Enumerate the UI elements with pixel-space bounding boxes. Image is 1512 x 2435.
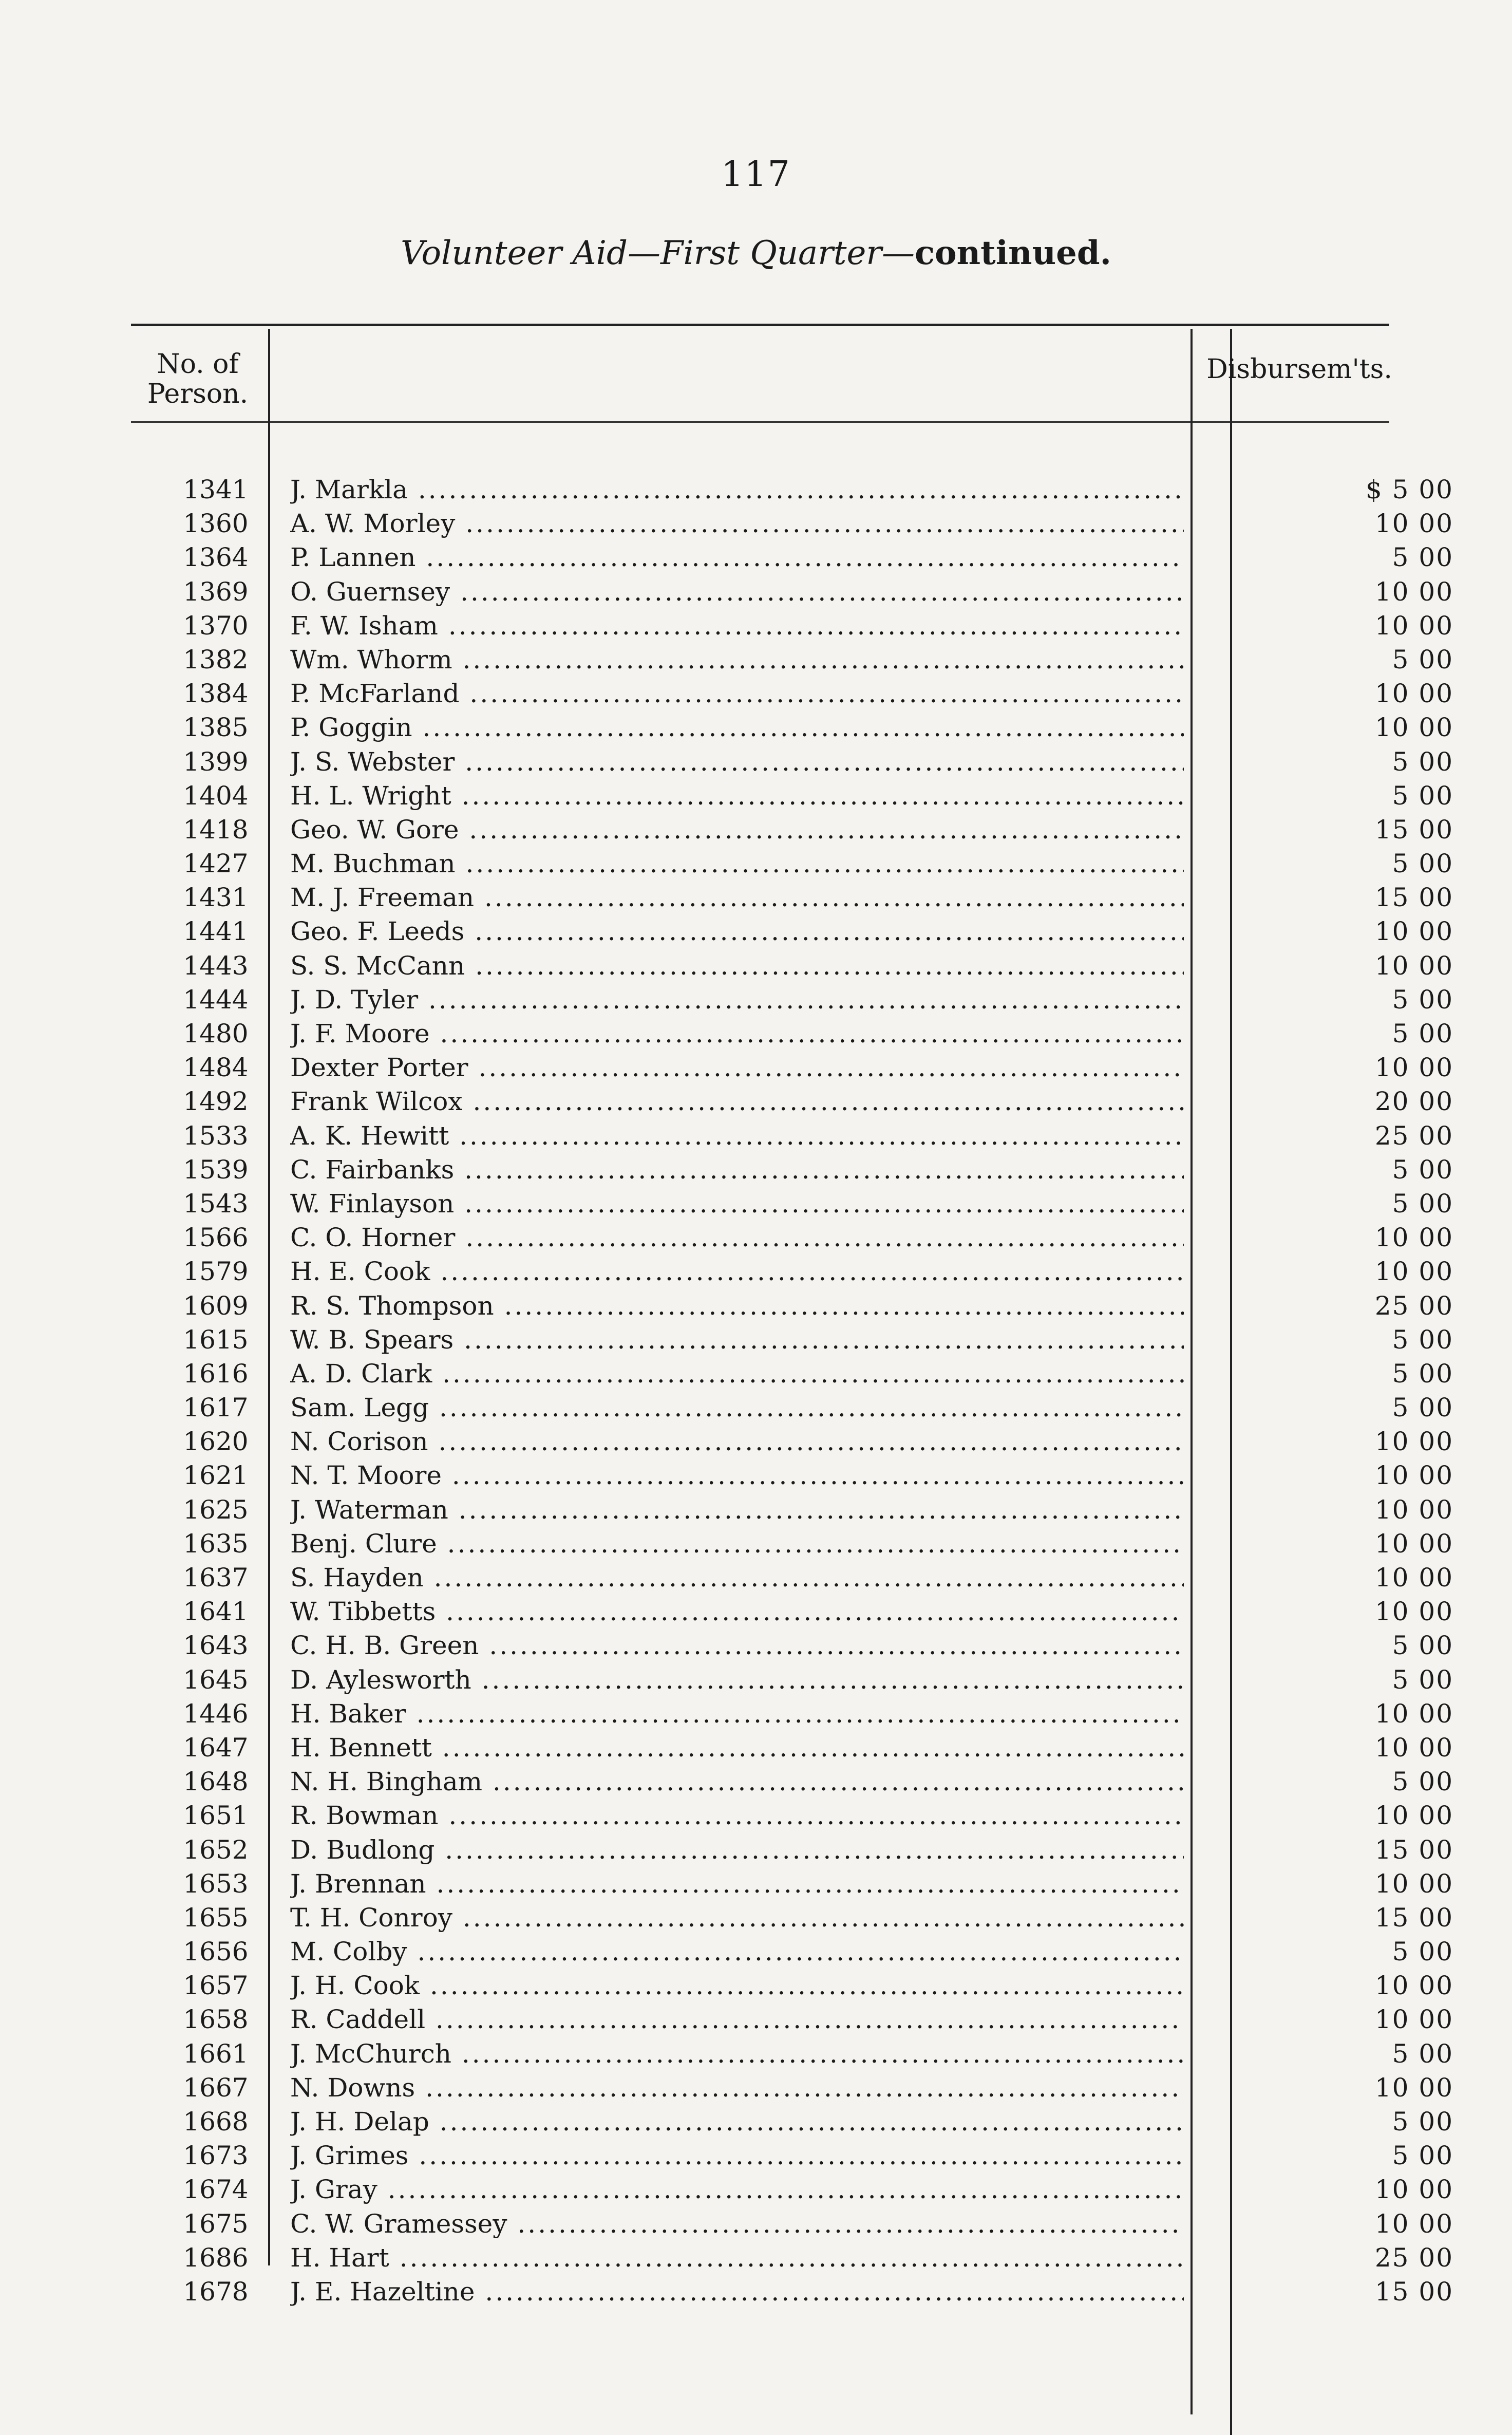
column-header-no-line1: No. of xyxy=(157,349,239,380)
table-row xyxy=(0,745,1512,779)
disbursement-amount: 10 00 xyxy=(1374,1223,1453,1253)
person-number: 1566 xyxy=(183,1223,249,1253)
person-name: A. D. Clark ..... xyxy=(290,1357,1184,1391)
person-name: A. K. Hewitt ..... xyxy=(290,1119,1184,1153)
person-number: 1369 xyxy=(183,576,249,607)
person-name: Geo. F. Leeds ..... xyxy=(290,914,1184,948)
person-name: H. Hart ..... xyxy=(290,2241,1184,2275)
disbursement-amount: 10 00 xyxy=(1374,2005,1453,2035)
person-number: 1427 xyxy=(183,849,249,879)
person-number: 1399 xyxy=(183,746,249,777)
person-number: 1384 xyxy=(183,679,249,709)
disbursement-amount: 5 00 xyxy=(1392,2141,1453,2171)
header-rule xyxy=(131,421,1389,423)
person-number: 1668 xyxy=(183,2107,249,2137)
disbursement-amount: 10 00 xyxy=(1374,2175,1453,2205)
disbursement-amount: 15 00 xyxy=(1374,1834,1453,1865)
disbursement-amount: 5 00 xyxy=(1392,1393,1453,1423)
disbursement-amount: 10 00 xyxy=(1374,1427,1453,1457)
person-name: T. H. Conroy ..... xyxy=(290,1901,1184,1935)
disbursement-amount: 5 00 xyxy=(1392,1937,1453,1967)
person-number: 1652 xyxy=(183,1834,249,1865)
table-row xyxy=(0,643,1512,677)
person-name: N. Corison ..... xyxy=(290,1425,1184,1458)
person-name: M. J. Freeman ..... xyxy=(290,881,1184,914)
person-name: J. Gray ..... xyxy=(290,2172,1184,2206)
table-row xyxy=(0,1119,1512,1153)
table-row xyxy=(0,2105,1512,2139)
table-row xyxy=(0,1357,1512,1391)
table-row xyxy=(0,2241,1512,2275)
disbursement-amount: 10 00 xyxy=(1374,916,1453,947)
top-rule xyxy=(131,324,1389,326)
person-name: P. McFarland ..... xyxy=(290,677,1184,710)
disbursement-amount: 15 00 xyxy=(1374,814,1453,845)
disbursement-amount: 10 00 xyxy=(1374,1597,1453,1627)
disbursement-amount: 5 00 xyxy=(1392,1767,1453,1797)
person-name: J. D. Tyler ..... xyxy=(290,983,1184,1017)
table-row xyxy=(0,1833,1512,1867)
person-name: P. Lannen ..... xyxy=(290,540,1184,574)
disbursement-amount: 15 00 xyxy=(1374,883,1453,913)
person-name: J. F. Moore ..... xyxy=(290,1017,1184,1051)
table-row xyxy=(0,575,1512,609)
person-number: 1637 xyxy=(183,1563,249,1593)
disbursement-amount: $ 5 00 xyxy=(1365,475,1453,504)
person-number: 1370 xyxy=(183,610,249,641)
person-name: J. H. Cook ..... xyxy=(290,1969,1184,2002)
person-number: 1444 xyxy=(183,984,249,1015)
table-row xyxy=(0,1221,1512,1254)
person-name: N. Downs ..... xyxy=(290,2071,1184,2105)
table-row xyxy=(0,2207,1512,2241)
disbursement-amount: 10 00 xyxy=(1374,509,1453,539)
table-row xyxy=(0,1527,1512,1561)
disbursement-amount: 25 00 xyxy=(1374,1120,1453,1151)
table-row xyxy=(0,1017,1512,1051)
person-name: C. O. Horner ..... xyxy=(290,1221,1184,1254)
disbursement-amount: 5 00 xyxy=(1392,746,1453,777)
table-row xyxy=(0,1323,1512,1357)
table-row xyxy=(0,779,1512,813)
table-row xyxy=(0,1935,1512,1969)
disbursement-amount: 5 00 xyxy=(1392,1631,1453,1661)
table-row xyxy=(0,1187,1512,1221)
person-name: Benj. Clure ..... xyxy=(290,1527,1184,1561)
table-row xyxy=(0,2139,1512,2172)
person-number: 1492 xyxy=(183,1087,249,1117)
person-number: 1648 xyxy=(183,1767,249,1797)
table-row xyxy=(0,1867,1512,1901)
person-number: 1656 xyxy=(183,1937,249,1967)
person-number: 1667 xyxy=(183,2072,249,2103)
person-name: Geo. W. Gore ..... xyxy=(290,813,1184,847)
person-number: 1651 xyxy=(183,1801,249,1831)
person-name: S. S. McCann ..... xyxy=(290,949,1184,983)
disbursement-amount: 5 00 xyxy=(1392,2107,1453,2137)
disbursement-amount: 20 00 xyxy=(1374,1087,1453,1117)
person-name: N. T. Moore ..... xyxy=(290,1458,1184,1492)
person-number: 1621 xyxy=(183,1460,249,1491)
person-name: M. Colby ..... xyxy=(290,1935,1184,1969)
table-row xyxy=(0,2275,1512,2309)
person-number: 1431 xyxy=(183,883,249,913)
person-name: J. Waterman ..... xyxy=(290,1493,1184,1527)
disbursement-amount: 5 00 xyxy=(1392,644,1453,675)
table-row xyxy=(0,1595,1512,1628)
person-name: R. S. Thompson ..... xyxy=(290,1289,1184,1323)
person-number: 1653 xyxy=(183,1868,249,1899)
heading-title: Volunteer Aid—First Quarter— xyxy=(401,234,915,272)
person-number: 1609 xyxy=(183,1290,249,1321)
person-name: A. W. Morley ..... xyxy=(290,507,1184,540)
person-name: M. Buchman ..... xyxy=(290,847,1184,881)
column-header-disbursements: Disbursem'ts. xyxy=(1206,354,1392,385)
person-name: J. E. Hazeltine ..... xyxy=(290,2275,1184,2309)
table-row xyxy=(0,983,1512,1017)
person-number: 1655 xyxy=(183,1902,249,1933)
person-name: O. Guernsey ..... xyxy=(290,575,1184,609)
person-name: J. H. Delap ..... xyxy=(290,2105,1184,2139)
table-row xyxy=(0,1254,1512,1288)
disbursement-amount: 10 00 xyxy=(1374,1971,1453,2001)
disbursement-amount: 5 00 xyxy=(1392,1324,1453,1355)
table-row xyxy=(0,1969,1512,2002)
person-name: H. E. Cook ..... xyxy=(290,1254,1184,1288)
person-name: Frank Wilcox ..... xyxy=(290,1084,1184,1118)
table-row xyxy=(0,1561,1512,1595)
table-row xyxy=(0,1289,1512,1323)
disbursement-amount: 10 00 xyxy=(1374,950,1453,981)
disbursement-amount: 10 00 xyxy=(1374,576,1453,607)
person-name: H. Baker ..... xyxy=(290,1697,1184,1731)
disbursement-amount: 5 00 xyxy=(1392,1188,1453,1219)
disbursement-amount: 5 00 xyxy=(1392,542,1453,573)
person-name: C. W. Gramessey ..... xyxy=(290,2207,1184,2241)
person-number: 1643 xyxy=(183,1631,249,1661)
table-row xyxy=(0,2071,1512,2105)
person-number: 1579 xyxy=(183,1257,249,1287)
person-name: Dexter Porter ..... xyxy=(290,1051,1184,1084)
person-number: 1635 xyxy=(183,1528,249,1559)
person-number: 1446 xyxy=(183,1698,249,1729)
disbursement-amount: 5 00 xyxy=(1392,849,1453,879)
disbursement-amount: 10 00 xyxy=(1374,1801,1453,1831)
table-row xyxy=(0,540,1512,574)
person-name: P. Goggin ..... xyxy=(290,710,1184,744)
disbursement-amount: 5 00 xyxy=(1392,984,1453,1015)
person-number: 1533 xyxy=(183,1120,249,1151)
table-row xyxy=(0,1153,1512,1187)
disbursement-amount: 10 00 xyxy=(1374,2208,1453,2239)
person-number: 1617 xyxy=(183,1393,249,1423)
person-number: 1661 xyxy=(183,2038,249,2069)
person-number: 1620 xyxy=(183,1427,249,1457)
table-row xyxy=(0,1084,1512,1118)
person-name: S. Hayden ..... xyxy=(290,1561,1184,1595)
person-number: 1443 xyxy=(183,950,249,981)
disbursement-amount: 10 00 xyxy=(1374,1563,1453,1593)
table-row xyxy=(0,1765,1512,1799)
disbursement-amount: 10 00 xyxy=(1374,1528,1453,1559)
person-number: 1674 xyxy=(183,2175,249,2205)
person-number: 1615 xyxy=(183,1324,249,1355)
table-row xyxy=(0,1731,1512,1765)
person-name: J. Markla ..... xyxy=(290,473,1184,507)
person-number: 1341 xyxy=(183,475,249,504)
person-number: 1418 xyxy=(183,814,249,845)
disbursement-amount: 10 00 xyxy=(1374,1257,1453,1287)
person-name: R. Caddell ..... xyxy=(290,2002,1184,2036)
column-header-person-number xyxy=(131,349,264,409)
table-row xyxy=(0,1663,1512,1697)
disbursement-amount: 5 00 xyxy=(1392,780,1453,811)
disbursement-amount: 10 00 xyxy=(1374,2072,1453,2103)
person-name: R. Bowman ..... xyxy=(290,1799,1184,1832)
person-number: 1385 xyxy=(183,713,249,743)
disbursement-amount: 15 00 xyxy=(1374,1902,1453,1933)
table-row xyxy=(0,813,1512,847)
person-name: D. Budlong ..... xyxy=(290,1833,1184,1867)
disbursement-amount: 5 00 xyxy=(1392,2038,1453,2069)
table-row xyxy=(0,1458,1512,1492)
person-name: W. Finlayson ..... xyxy=(290,1187,1184,1221)
table-row xyxy=(0,609,1512,643)
person-name: N. H. Bingham ..... xyxy=(290,1765,1184,1799)
person-number: 1647 xyxy=(183,1732,249,1763)
table-row xyxy=(0,1493,1512,1527)
disbursement-amount: 10 00 xyxy=(1374,1868,1453,1899)
person-name: W. B. Spears ..... xyxy=(290,1323,1184,1357)
person-number: 1641 xyxy=(183,1597,249,1627)
person-name: C. Fairbanks ..... xyxy=(290,1153,1184,1187)
table-row xyxy=(0,2172,1512,2206)
table-row xyxy=(0,710,1512,744)
person-number: 1360 xyxy=(183,509,249,539)
person-name: J. S. Webster ..... xyxy=(290,745,1184,779)
person-number: 1404 xyxy=(183,780,249,811)
table-row xyxy=(0,1051,1512,1084)
table-row xyxy=(0,1391,1512,1425)
person-number: 1364 xyxy=(183,542,249,573)
person-number: 1543 xyxy=(183,1188,249,1219)
person-number: 1539 xyxy=(183,1154,249,1185)
table-row xyxy=(0,2002,1512,2036)
table-row xyxy=(0,677,1512,710)
person-number: 1657 xyxy=(183,1971,249,2001)
person-number: 1441 xyxy=(183,916,249,947)
table-row xyxy=(0,914,1512,948)
person-name: Wm. Whorm ..... xyxy=(290,643,1184,677)
table-row xyxy=(0,507,1512,540)
person-name: J. Brennan ..... xyxy=(290,1867,1184,1901)
disbursement-amount: 5 00 xyxy=(1392,1664,1453,1695)
disbursement-amount: 10 00 xyxy=(1374,679,1453,709)
table-row xyxy=(0,1697,1512,1731)
table-row xyxy=(0,473,1512,507)
disbursement-amount: 5 00 xyxy=(1392,1358,1453,1389)
person-number: 1645 xyxy=(183,1664,249,1695)
person-name: F. W. Isham ..... xyxy=(290,609,1184,643)
table-row xyxy=(0,1901,1512,1935)
person-name: J. Grimes ..... xyxy=(290,2139,1184,2172)
person-number: 1382 xyxy=(183,644,249,675)
person-number: 1658 xyxy=(183,2005,249,2035)
person-number: 1616 xyxy=(183,1358,249,1389)
disbursement-amount: 25 00 xyxy=(1374,1290,1453,1321)
table-row xyxy=(0,881,1512,914)
disbursement-amount: 10 00 xyxy=(1374,1732,1453,1763)
person-number: 1673 xyxy=(183,2141,249,2171)
person-name: C. H. B. Green ..... xyxy=(290,1628,1184,1662)
disbursement-amount: 10 00 xyxy=(1374,713,1453,743)
page-heading xyxy=(0,234,1512,272)
person-name: H. Bennett ..... xyxy=(290,1731,1184,1765)
disbursement-amount: 5 00 xyxy=(1392,1154,1453,1185)
table-row xyxy=(0,847,1512,881)
ledger-rows xyxy=(0,473,1512,2309)
person-number: 1480 xyxy=(183,1019,249,1048)
page-number: 117 xyxy=(721,154,791,195)
disbursement-amount: 10 00 xyxy=(1374,1053,1453,1083)
person-name: H. L. Wright ..... xyxy=(290,779,1184,813)
disbursement-amount: 10 00 xyxy=(1374,610,1453,641)
table-row xyxy=(0,1628,1512,1662)
table-row xyxy=(0,1425,1512,1458)
disbursement-amount: 10 00 xyxy=(1374,1698,1453,1729)
person-name: W. Tibbetts ..... xyxy=(290,1595,1184,1628)
heading-continued: continued. xyxy=(914,234,1111,272)
person-name: D. Aylesworth ..... xyxy=(290,1663,1184,1697)
person-number: 1686 xyxy=(183,2242,249,2273)
table-row xyxy=(0,1799,1512,1832)
person-name: J. McChurch ..... xyxy=(290,2037,1184,2071)
person-number: 1625 xyxy=(183,1494,249,1525)
person-name: Sam. Legg ..... xyxy=(290,1391,1184,1425)
column-header-no-line2: Person. xyxy=(147,379,249,409)
person-number: 1484 xyxy=(183,1053,249,1083)
person-number: 1675 xyxy=(183,2208,249,2239)
person-number: 1678 xyxy=(183,2276,249,2307)
disbursement-amount: 25 00 xyxy=(1374,2242,1453,2273)
disbursement-amount: 15 00 xyxy=(1374,2276,1453,2307)
disbursement-amount: 5 00 xyxy=(1392,1019,1453,1048)
table-row xyxy=(0,949,1512,983)
disbursement-amount: 10 00 xyxy=(1374,1460,1453,1491)
disbursement-amount: 10 00 xyxy=(1374,1494,1453,1525)
table-row xyxy=(0,2037,1512,2071)
